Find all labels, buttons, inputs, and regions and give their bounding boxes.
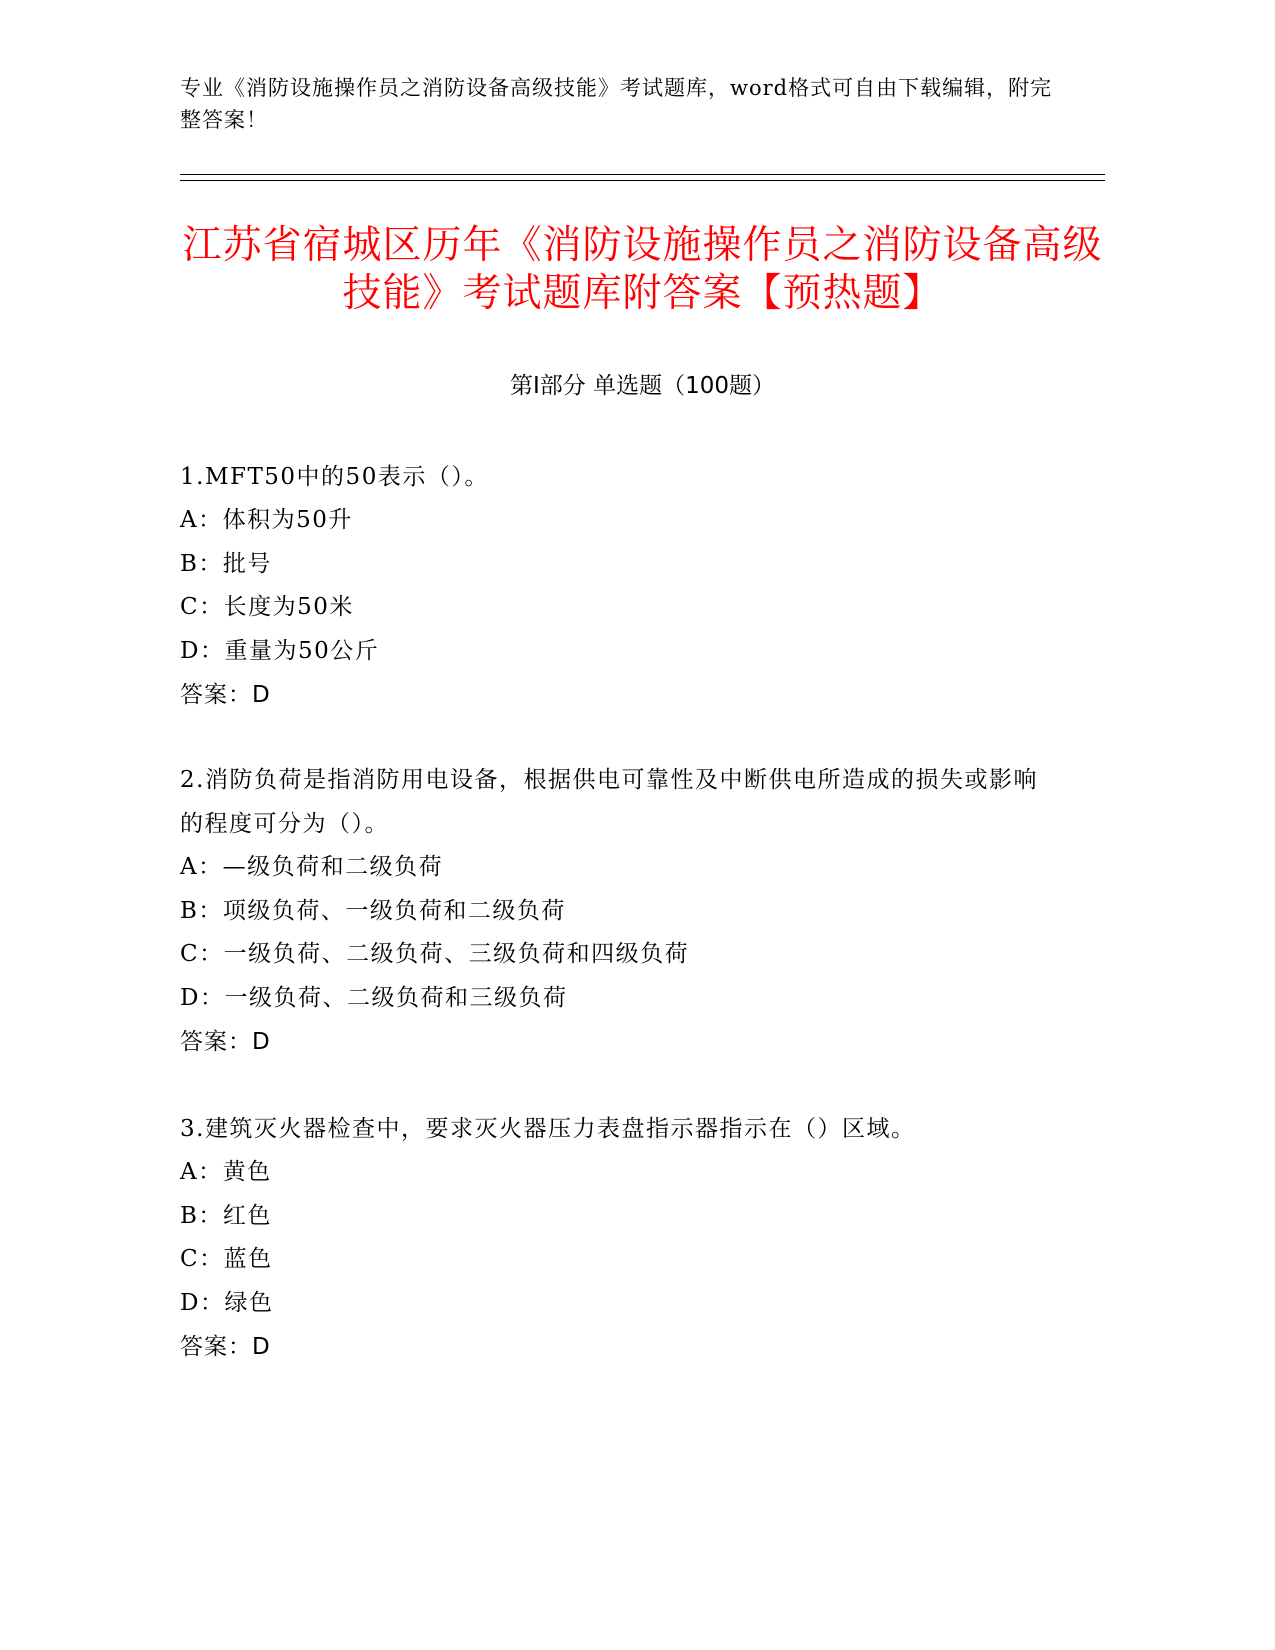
option-c: C：蓝色 xyxy=(180,1246,273,1272)
option-d: D：绿色 xyxy=(180,1289,274,1316)
answer-text: 答案：D xyxy=(180,1334,271,1360)
option-c: C：长度为50米 xyxy=(180,594,354,620)
question-stem: 1.MFT50中的50表示（）。 xyxy=(180,464,489,490)
option-d: D：一级负荷、二级负荷和三级负荷 xyxy=(180,984,568,1011)
option-b: B：项级负荷、一级负荷和二级负荷 xyxy=(180,897,566,924)
question-1 xyxy=(180,455,1060,717)
option-a: A：—级负荷和二级负荷 xyxy=(180,854,444,880)
option-a: A：体积为50升 xyxy=(180,507,353,533)
question-2 xyxy=(180,758,1060,1064)
option-b: B：批号 xyxy=(180,550,272,577)
option-c: C：一级负荷、二级负荷、三级负荷和四级负荷 xyxy=(180,941,690,967)
question-stem: 2.消防负荷是指消防用电设备，根据供电可靠性及中断供电所造成的损失或影响的程度可分为（）。 xyxy=(180,767,1038,837)
option-a: A：黄色 xyxy=(180,1159,272,1185)
question-stem: 3.建筑灭火器检查中，要求灭火器压力表盘指示器指示在（）区域。 xyxy=(180,1116,916,1142)
answer-text: 答案：D xyxy=(180,682,271,708)
option-d: D：重量为50公斤 xyxy=(180,637,380,664)
section-heading: 第Ⅰ部分 单选题（100题） xyxy=(510,373,775,399)
option-b: B：红色 xyxy=(180,1202,272,1229)
header-note: 专业《消防设施操作员之消防设备高级技能》考试题库，word格式可自由下载编辑，附完整答案！ xyxy=(180,76,1053,132)
document-title: 江苏省宿城区历年《消防设施操作员之消防设备高级技能》考试题库附答案【预热题】 xyxy=(182,223,1103,316)
answer-text: 答案：D xyxy=(180,1029,271,1055)
question-3 xyxy=(180,1107,1060,1369)
header-divider xyxy=(180,174,1105,181)
